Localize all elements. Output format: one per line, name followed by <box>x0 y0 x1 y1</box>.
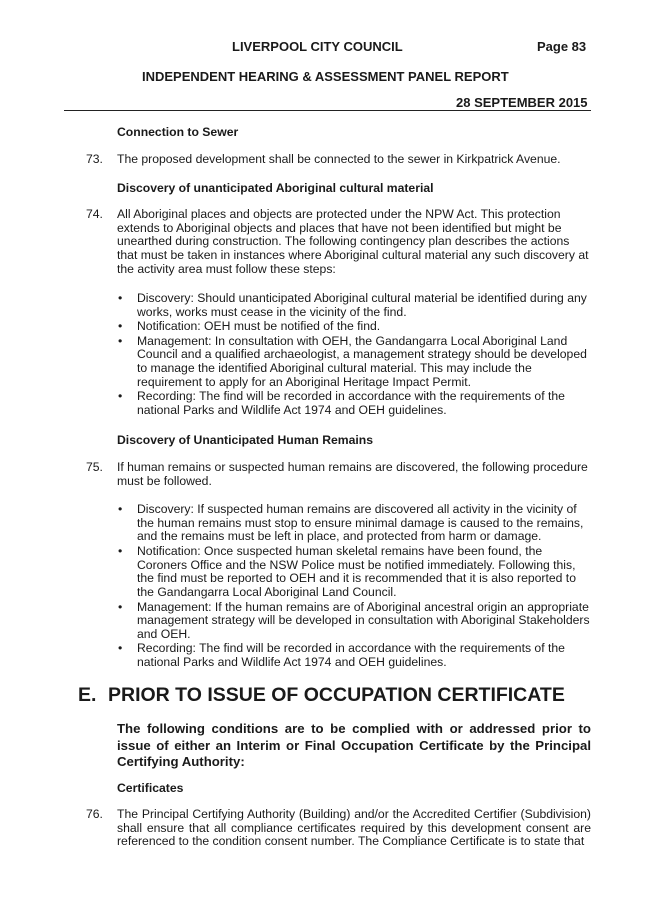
section-e-intro: The following conditions are to be complied with or addressed prior to issue of either an Interim or Final Occupation Certificate by the Principal Certifying Authority: <box>117 721 591 770</box>
condition-number: 74. <box>86 207 103 221</box>
bullet-icon: • <box>118 641 123 656</box>
condition-text: The proposed development shall be connected to the sewer in Kirkpatrick Avenue. <box>117 152 561 166</box>
heading-certificates: Certificates <box>117 781 184 795</box>
condition-text: If human remains or suspected human remains are discovered, the following procedure must be followed. <box>117 460 588 488</box>
condition-number: 73. <box>86 152 103 166</box>
report-title: INDEPENDENT HEARING & ASSESSMENT PANEL REPORT <box>142 69 509 84</box>
list-item-text: Recording: The find will be recorded in accordance with the requirements of the national Parks and Wildlife Act 1974 and OEH guidelines. <box>137 389 565 418</box>
bullet-icon: • <box>118 319 123 334</box>
condition-74 <box>86 208 591 277</box>
list-item <box>117 503 591 544</box>
section-e-heading <box>78 684 598 710</box>
condition-76 <box>86 808 591 849</box>
list-item-text: Discovery: Should unanticipated Aboriginal cultural material be identified during any works, works must cease in the vicinity of the find. <box>137 291 587 319</box>
aboriginal-steps-list <box>117 292 591 419</box>
bullet-icon: • <box>118 291 123 305</box>
list-item-text: Management: In consultation with OEH, the Gandangarra Local Aboriginal Land Council and a qualified archaeologist, a management strategy should be developed to manage the identified Aboriginal cultural material. This may include the requirement to apply for an Aboriginal Heritage Impact Permit. <box>137 333 587 389</box>
bullet-icon: • <box>118 502 123 516</box>
heading-human-remains: Discovery of Unanticipated Human Remains <box>117 433 374 447</box>
page-number: Page 83 <box>537 39 587 54</box>
list-item-text: Recording: The find will be recorded in accordance with the requirements of the national Parks and Wildlife Act 1974 and OEH guidelines. <box>137 641 565 670</box>
list-item-text: Management: If the human remains are of Aboriginal ancestral origin an appropriate management strategy will be developed in consultation with Aboriginal Stakeholders and OEH. <box>137 599 590 641</box>
list-item-text: Notification: OEH must be notified of the find. <box>137 319 381 334</box>
condition-number: 76. <box>86 807 103 821</box>
council-name: LIVERPOOL CITY COUNCIL <box>232 39 403 54</box>
bullet-icon: • <box>118 389 123 404</box>
list-item-text: Discovery: If suspected human remains are discovered all activity in the vicinity of the human remains must stop to ensure minimal damage is caused to the remains, and the remains must be left in place, and protected from harm or damage. <box>137 502 584 544</box>
list-item <box>117 601 591 642</box>
condition-75 <box>86 461 591 488</box>
header-rule <box>64 110 591 111</box>
list-item <box>117 545 591 600</box>
list-item <box>117 642 591 669</box>
bullet-icon: • <box>118 543 123 558</box>
list-item <box>117 292 591 319</box>
remains-steps-list <box>117 503 591 671</box>
list-item <box>117 335 591 390</box>
condition-73 <box>86 153 591 167</box>
condition-number: 75. <box>86 460 103 474</box>
heading-connection-to-sewer: Connection to Sewer <box>117 125 239 139</box>
heading-aboriginal-material: Discovery of unanticipated Aboriginal cultural material <box>117 181 434 195</box>
section-title: PRIOR TO ISSUE OF OCCUPATION CERTIFICATE <box>108 684 565 706</box>
bullet-icon: • <box>118 333 123 348</box>
list-item-text: Notification: Once suspected human skeletal remains have been found, the Coroners Office and the NSW Police must be notified immediately. Following this, the find must be reported to OEH and it is recommended that it is also reported to the Gandangarra Local Aboriginal Land Council. <box>137 543 576 600</box>
report-date: 28 SEPTEMBER 2015 <box>456 95 588 110</box>
condition-text: All Aboriginal places and objects are protected under the NPW Act. This protection extends to Aboriginal objects and places that have not been identified but might be unearthed during construction. The following contingency plan describes the actions that must be taken in instances where Aboriginal cultural material any such discovery at the activity area must follow these steps: <box>117 207 589 276</box>
list-item <box>117 320 591 334</box>
bullet-icon: • <box>118 599 123 614</box>
condition-text: The Principal Certifying Authority (Building) and/or the Accredited Certifier (Subdivision) shall ensure that all compliance certificates required by this development consent are referenced to the condition consent number. The Compliance Certificate is to state that <box>117 807 591 849</box>
list-item <box>117 390 591 417</box>
section-letter: E. <box>78 684 97 706</box>
